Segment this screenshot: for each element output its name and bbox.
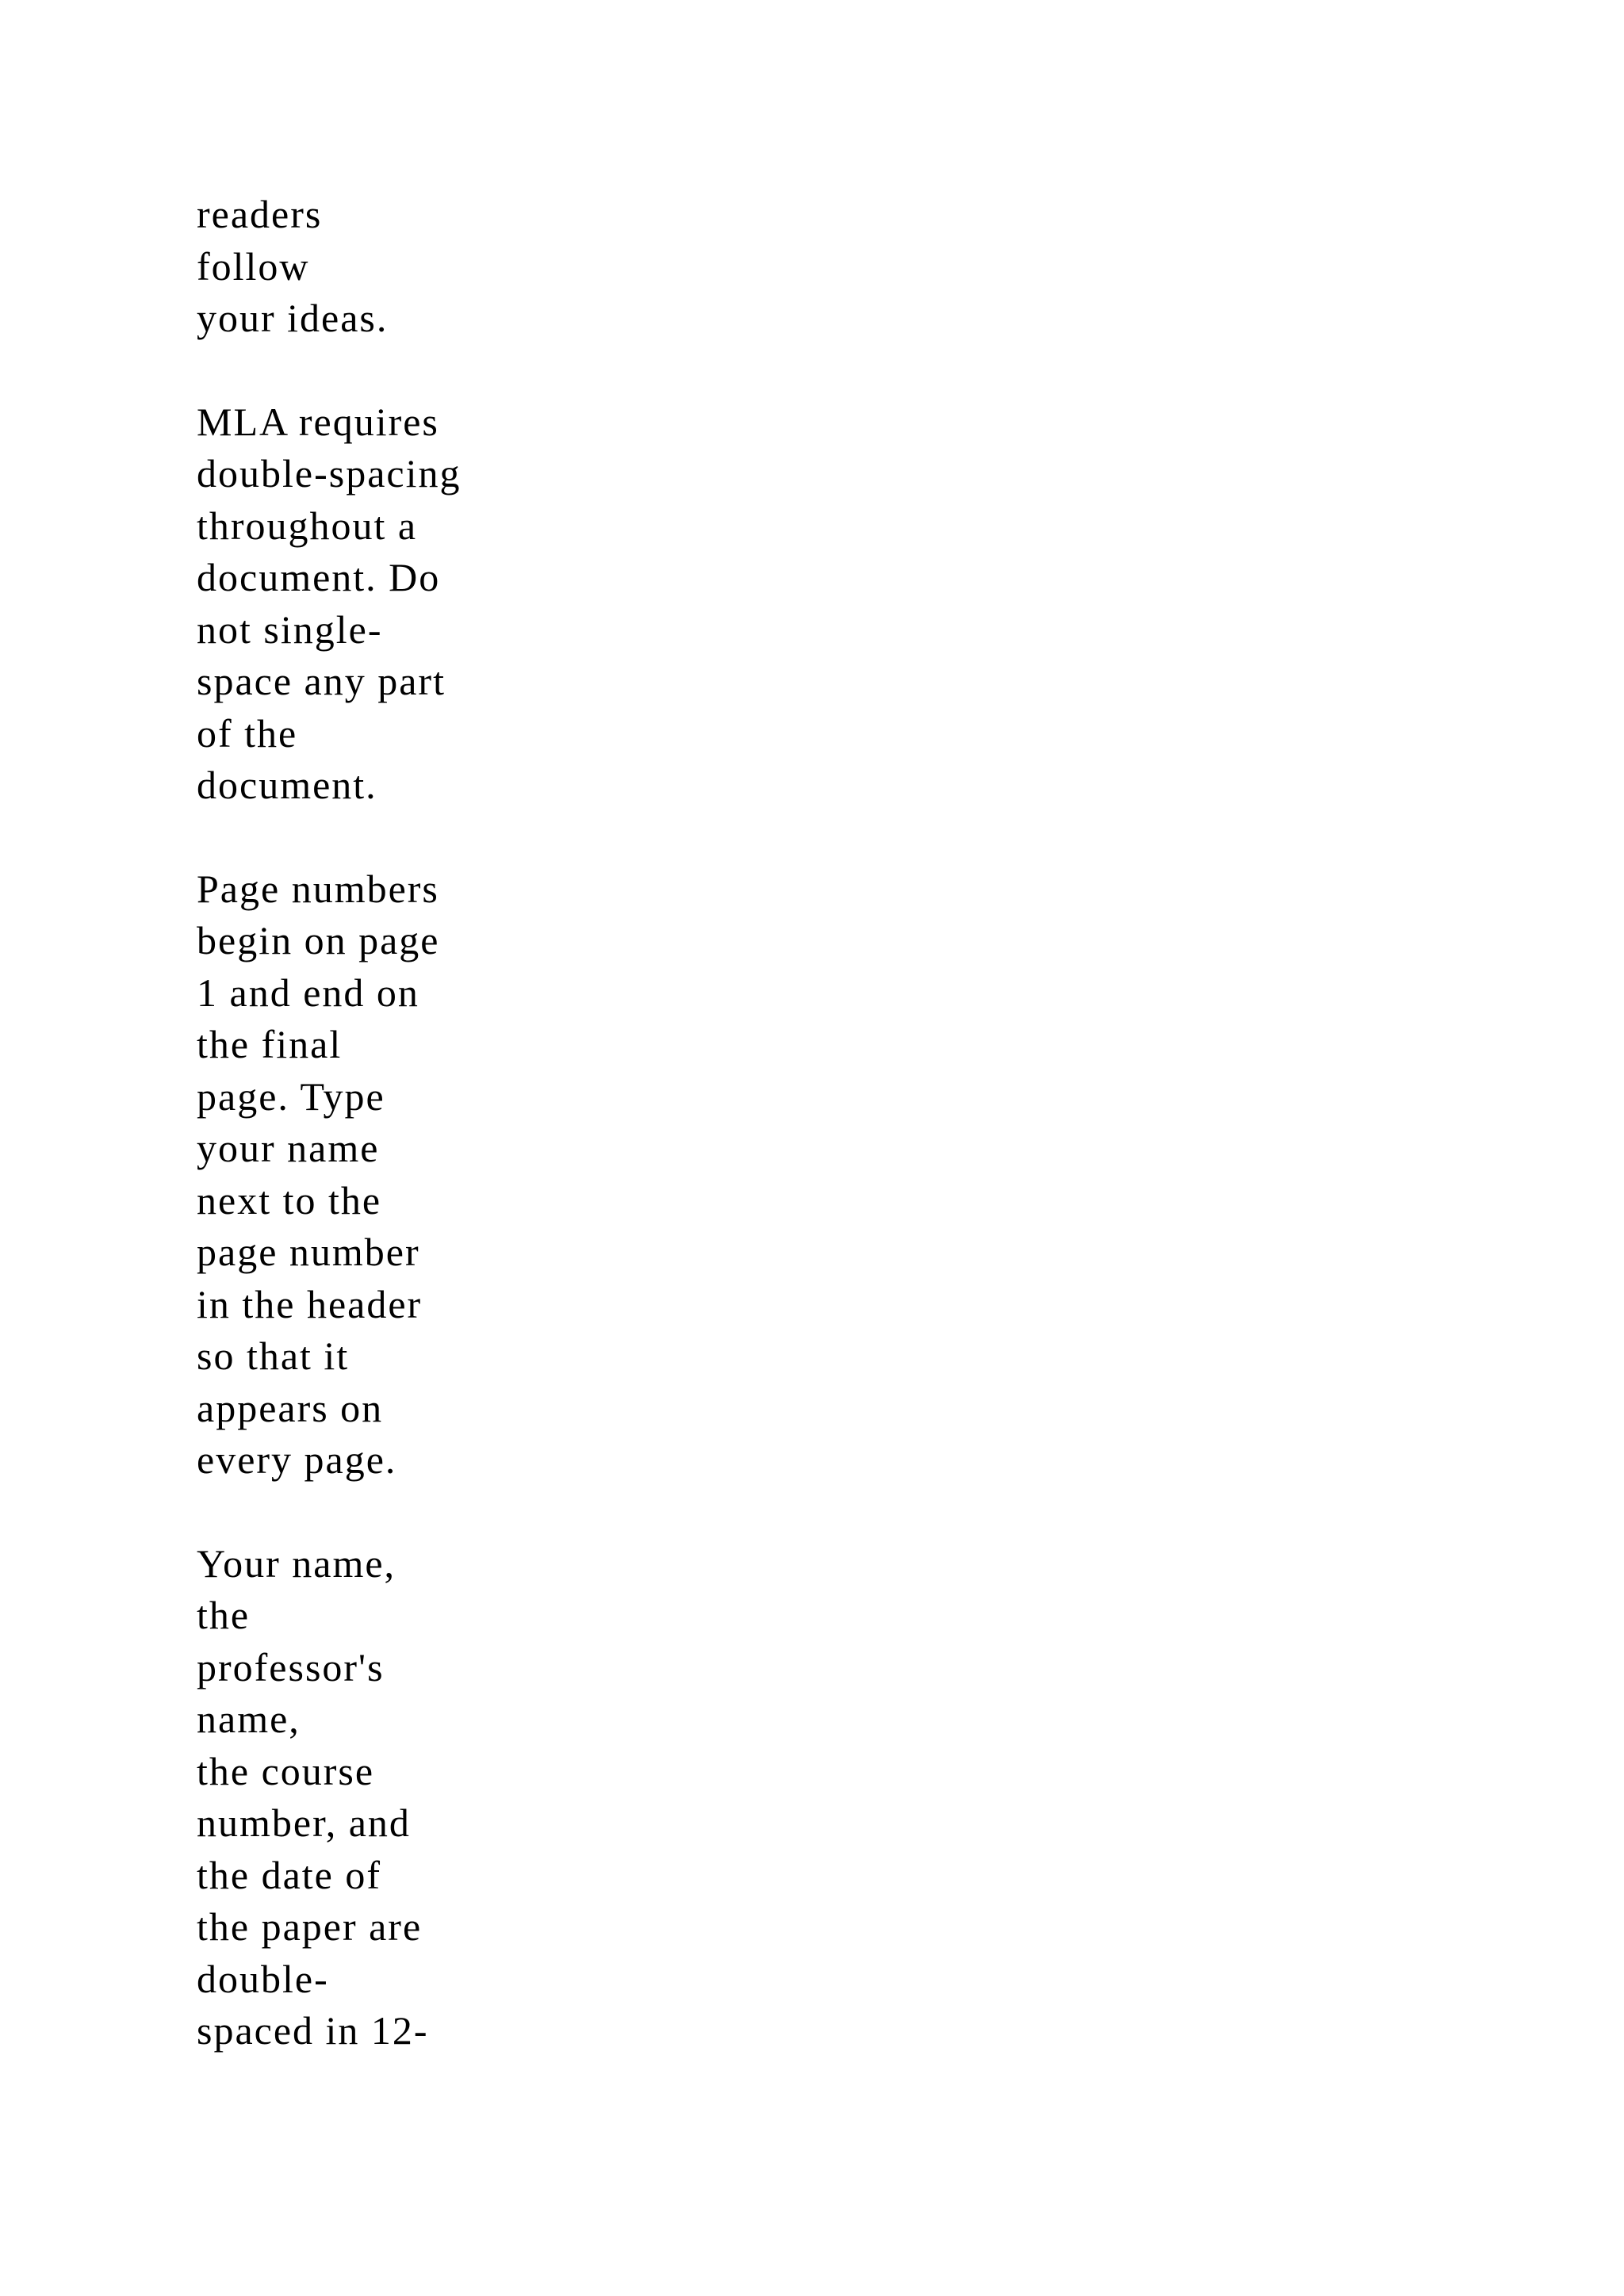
text-line: begin on page bbox=[197, 918, 440, 962]
text-line: appears on bbox=[197, 1385, 384, 1430]
text-line: the course bbox=[197, 1748, 375, 1793]
text-line: readers bbox=[197, 192, 323, 236]
text-line: document. bbox=[197, 763, 377, 807]
text-line: your ideas. bbox=[197, 296, 389, 340]
text-line: the date of bbox=[197, 1852, 382, 1897]
text-column bbox=[197, 189, 609, 2109]
text-line: space any part bbox=[197, 659, 446, 703]
text-line: Your name, bbox=[197, 1540, 396, 1586]
text-line: double-spacing bbox=[197, 451, 462, 496]
text-line: the bbox=[197, 1593, 251, 1637]
text-line: not single- bbox=[197, 607, 383, 652]
text-line: professor's bbox=[197, 1644, 385, 1689]
paragraph-heading-info bbox=[197, 1538, 609, 2057]
text-line: Page numbers bbox=[197, 866, 439, 911]
paragraph-double-spacing bbox=[197, 396, 609, 812]
text-line: MLA requires bbox=[197, 399, 439, 444]
text-line: name, bbox=[197, 1697, 301, 1741]
text-line: page. Type bbox=[197, 1073, 385, 1119]
paragraph-page-numbers bbox=[197, 863, 609, 1487]
text-line: throughout a bbox=[197, 503, 418, 548]
text-line: in the header bbox=[197, 1281, 423, 1326]
text-line: the final bbox=[197, 1022, 343, 1066]
text-line: so that it bbox=[197, 1334, 350, 1378]
text-line: the paper are bbox=[197, 1904, 423, 1949]
text-line: follow bbox=[197, 243, 310, 289]
text-line: 1 and end on bbox=[197, 970, 419, 1015]
text-line: spaced in 12- bbox=[197, 2008, 429, 2053]
text-line: of the bbox=[197, 710, 298, 756]
text-line: next to the bbox=[197, 1177, 382, 1223]
text-line: double- bbox=[197, 1956, 329, 2001]
text-line: page number bbox=[197, 1230, 420, 1274]
text-line: number, and bbox=[197, 1800, 411, 1845]
text-line: document. Do bbox=[197, 555, 441, 599]
paragraph-readers-follow bbox=[197, 189, 609, 345]
text-line: your name bbox=[197, 1126, 380, 1170]
text-line: every page. bbox=[197, 1437, 397, 1482]
